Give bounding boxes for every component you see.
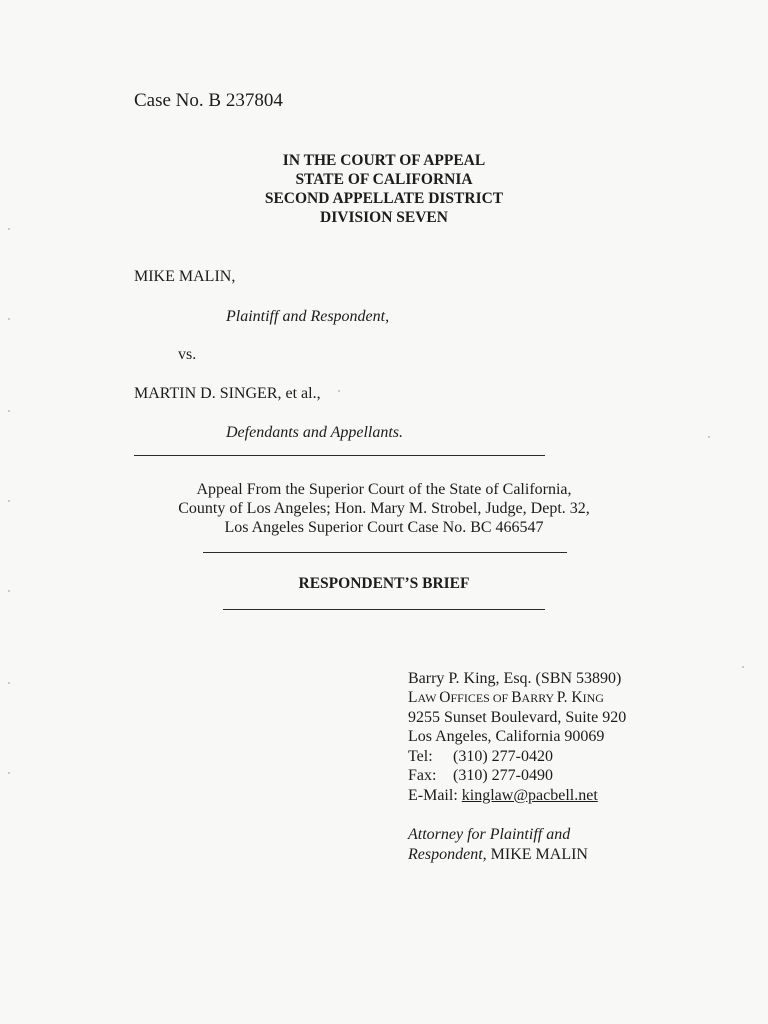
attorney-name: Barry P. King, Esq. (SBN 53890) bbox=[408, 670, 622, 687]
scan-speck bbox=[338, 390, 340, 392]
scan-speck bbox=[8, 590, 10, 592]
appeal-line-2: County of Los Angeles; Hon. Mary M. Strobel, Judge, Dept. 32, bbox=[178, 500, 590, 517]
defendant-name: MARTIN D. SINGER, et al., bbox=[134, 385, 321, 402]
versus: vs. bbox=[178, 346, 197, 363]
divider-rule bbox=[203, 552, 567, 553]
scan-speck bbox=[8, 682, 10, 684]
court-heading-line-2: STATE OF CALIFORNIA bbox=[295, 171, 473, 188]
scan-speck bbox=[708, 436, 710, 438]
scan-speck bbox=[8, 410, 10, 412]
attorney-role-line-2: Respondent, MIKE MALIN bbox=[408, 846, 588, 863]
fax-line bbox=[408, 766, 553, 786]
scan-speck bbox=[8, 500, 10, 502]
law-firm-name: LAW OFFICES OF BARRY P. KING bbox=[408, 689, 604, 706]
plaintiff-role: Plaintiff and Respondent, bbox=[226, 308, 390, 325]
scan-speck bbox=[8, 318, 10, 320]
email-link[interactable]: kinglaw@pacbell.net bbox=[461, 787, 598, 804]
fax-value: (310) 277-0490 bbox=[453, 767, 553, 784]
court-heading-line-3: SECOND APPELLATE DISTRICT bbox=[264, 190, 504, 207]
divider-rule bbox=[134, 455, 545, 456]
address-line-1: 9255 Sunset Boulevard, Suite 920 bbox=[408, 709, 627, 726]
court-heading-line-1: IN THE COURT OF APPEAL bbox=[282, 152, 486, 169]
scan-speck bbox=[8, 228, 10, 230]
tel-label: Tel: bbox=[408, 748, 433, 765]
scan-speck bbox=[742, 666, 744, 668]
appeal-line-3: Los Angeles Superior Court Case No. BC 466547 bbox=[224, 519, 544, 536]
defendant-role: Defendants and Appellants. bbox=[226, 424, 404, 441]
case-number: Case No. B 237804 bbox=[134, 90, 283, 111]
brief-title: RESPONDENT’S BRIEF bbox=[298, 575, 470, 592]
email-label: E-Mail: bbox=[408, 787, 458, 804]
tel-value: (310) 277-0420 bbox=[453, 748, 553, 765]
telephone-line bbox=[408, 747, 553, 767]
court-heading-line-4: DIVISION SEVEN bbox=[320, 209, 448, 226]
attorney-role-line-1: Attorney for Plaintiff and bbox=[408, 826, 571, 843]
email-line bbox=[408, 786, 598, 806]
divider-rule bbox=[223, 609, 545, 610]
address-line-2: Los Angeles, California 90069 bbox=[408, 728, 605, 745]
scan-speck bbox=[8, 772, 10, 774]
appeal-line-1: Appeal From the Superior Court of the State of California, bbox=[196, 481, 572, 498]
fax-label: Fax: bbox=[408, 767, 437, 784]
plaintiff-name: MIKE MALIN, bbox=[134, 268, 236, 285]
